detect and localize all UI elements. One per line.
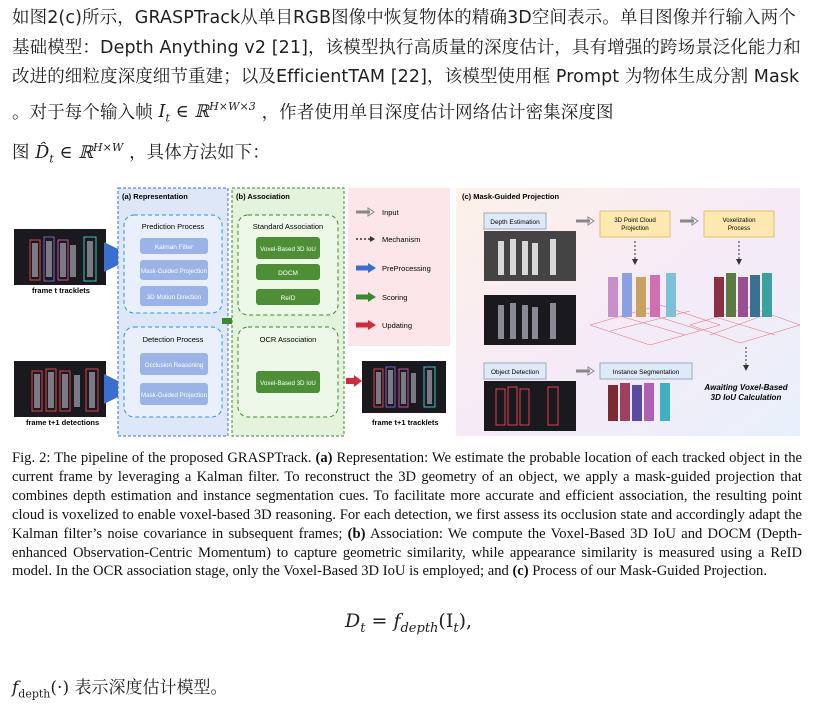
occlusion-reasoning-label: Occlusion Reasoning (144, 362, 204, 369)
detection-title: Detection Process (142, 335, 204, 344)
caption-a-label: (a) (315, 450, 333, 466)
intro-paragraph: 如图2(c)所示，GRASPTrack从单目RGB图像中恢复物体的精确3D空间表示。单目图像并行输入两个基础模型：Depth Anything v2 [21]，该模型执行高质量的深度估计，具有增强的跨场景泛化能力和改进的细粒度深度细节重建；以及EfficientTAM [22]，该模型使用框 Prompt 为物体生成分割 Mask 。对于每个输入帧 $I_t$ ∈ ℝ$^{H\times W\times 3}$ ，作者使用单目深度估计网络估计密集深度图 图 $D̂_t$ ∈ ℝ$^{H\times W}$ ，具体方法如下： (12, 8, 801, 166)
frame-t-label: frame t tracklets (32, 286, 90, 295)
motion-direction-label: 3D Motion Direction (146, 294, 202, 301)
frame-t-thumbnail (14, 229, 106, 285)
intro-text: 如图2(c)所示，GRASPTrack从单目RGB图像中恢复物体的精确3D空间表示。单目图像并行输入两个基础模型：Depth Anything v2 [21]，该模型执行高质量的深度估计，具有增强的跨场景泛化能力和改进的细粒度深度细节重建；以及EfficientTAM [22]，该模型使用框 Prompt 为物体生成分割 Mask 。对于每个输入帧 (12, 8, 801, 123)
caption-label: Fig. 2: (12, 450, 51, 466)
depth-estimation-label: Depth Estimation (490, 219, 540, 226)
voxelization-box (704, 211, 774, 237)
legend-scoring-label: Scoring (382, 293, 408, 302)
caption-b-text: Association: We compute the Voxel-Based 3D IoU and DOCM (Depth-enhanced Observation-Centric Momentum) to capture geometric similarity, while appearance similarity is measured using a ReID model. In the OCR association stage, only the Voxel-Based 3D IoU is employed; and (12, 525, 802, 580)
object-detection-label: Object Detection (490, 369, 540, 376)
association-header: (b) Association (236, 192, 290, 201)
legend-preprocessing-label: PreProcessing (382, 264, 431, 273)
figure-caption (12, 449, 802, 581)
math-input-frame: $I_t$ ∈ ℝ$^{H\times W\times 3}$ (158, 100, 256, 125)
math-depth-map: $D̂_t$ ∈ ℝ$^{H\times W}$ (35, 141, 124, 166)
ocr-voxel-iou-label: Voxel-Based 3D IoU (260, 380, 316, 387)
fdepth-definition: $f_{depth}(\cdot)$ 表示深度估计模型。 (12, 678, 228, 701)
point-cloud-label: 3D Point Cloud Projection (614, 217, 656, 232)
mask-guided-projection-label: Mask-Guided Projection (140, 268, 208, 275)
frame-t1-tracklets-thumbnail (362, 361, 446, 413)
frame-t1-label: frame t+1 detections (26, 418, 100, 427)
docm-label: DOCM (278, 270, 298, 277)
kalman-filter-label: Kalman Filter (154, 244, 194, 251)
frame-t1-tracklets-label: frame t+1 tracklets (372, 418, 439, 427)
frame-t1-thumbnail (14, 361, 106, 417)
instance-segmentation-label: Instance Segmentation (612, 369, 680, 376)
legend-input-label: Input (382, 208, 399, 217)
legend-mechanism-label: Mechanism (382, 235, 421, 244)
depth-equation: $D_t = f_{depth}(I_t)$, (344, 610, 473, 636)
updating-arrow (354, 375, 362, 387)
prediction-title: Prediction Process (141, 222, 205, 231)
voxel-iou-label: Voxel-Based 3D IoU (260, 246, 316, 253)
voxel-figures (714, 273, 772, 317)
rgb-frame-image (484, 295, 576, 345)
caption-c-label: (c) (512, 563, 529, 580)
reid-label: ReID (280, 295, 296, 302)
awaiting-label: Awaiting Voxel-Based 3D IoU Calculation (704, 383, 788, 402)
caption-intro: The pipeline of the proposed GRASPTrack. (50, 450, 316, 466)
legend-updating-label: Updating (382, 321, 413, 330)
caption-c-text: Process of our Mask-Guided Projection. (528, 563, 767, 580)
standard-association-title: Standard Association (252, 222, 324, 231)
mask-guided-header: (c) Mask-Guided Projection (462, 192, 560, 201)
caption-b-label: (b) (347, 525, 366, 542)
intro-text-tail: ，作者使用单目深度估计网络估计密集深度图 (261, 102, 614, 123)
voxelization-label: Voxelization Process (722, 217, 756, 232)
caption-a-text: Representation: We estimate the probable location of each tracked object in the current frame by leveraging a Kalman filter. To reconstruct the 3D geometry of an object, we apply a mask-guided projection that combines depth estimation and instance segmentation cues. To facilitate more accurate and efficient association, the resulting point cloud is voxelized to enable voxel-based 3D reasoning. For each detection, we first assess its occlusion state and accordingly adapt the Kalman filter’s noise covariance in subsequent frames; (12, 450, 802, 542)
representation-header: (a) Representation (122, 192, 188, 201)
ocr-association-title: OCR Association (259, 335, 317, 344)
segmentation-silhouettes (608, 383, 670, 421)
intro-text-end: ，具体方法如下： (129, 143, 270, 164)
depth-map-image (484, 231, 576, 281)
pipeline-figure (10, 185, 802, 439)
mask-guided-projection-label-2: Mask-Guided Projection (140, 392, 208, 399)
point-cloud-box (600, 211, 670, 237)
